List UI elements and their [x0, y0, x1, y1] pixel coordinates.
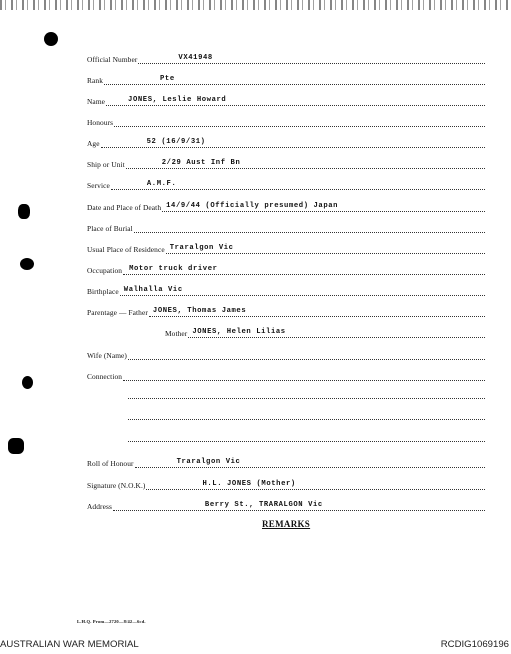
occupation-line [123, 265, 485, 275]
row-official-number [87, 50, 485, 64]
date-place-death-label: Date and Place of Death [87, 203, 162, 212]
roll-of-honour-line [135, 458, 485, 468]
usual-residence-label: Usual Place of Residence [87, 245, 165, 254]
address-value: Berry St., TRARALGON Vic [204, 501, 323, 509]
form-number: L.H.Q. Prom—2720—8/42—6cd. [77, 619, 146, 624]
service-label: Service [87, 181, 110, 190]
name-label: Name [87, 97, 106, 106]
address-line [113, 501, 485, 511]
row-roll-of-honour [87, 454, 485, 468]
row-signature-nok [87, 476, 485, 490]
row-mother [165, 324, 485, 338]
signature-nok-value: H.L. JONES (Mother) [202, 480, 296, 488]
row-address [87, 497, 485, 511]
occupation-label: Occupation [87, 266, 123, 275]
official-number-line [138, 54, 485, 64]
row-date-place-death [87, 198, 485, 212]
row-service [87, 176, 485, 190]
punch-hole-5 [8, 438, 24, 454]
service-value: A.M.F. [146, 180, 177, 188]
row-occupation [87, 261, 485, 275]
rank-line [104, 75, 485, 85]
parentage-father-line [149, 307, 485, 317]
row-name [87, 92, 485, 106]
signature-nok-line [146, 480, 485, 490]
official-number-value: VX41948 [178, 54, 213, 62]
age-line [101, 138, 485, 148]
punch-hole-2 [18, 204, 30, 219]
birthplace-value: Walhalla Vic [123, 286, 183, 294]
connection-line-2 [128, 397, 485, 399]
footer-record-id: RCDIG1069196 [440, 639, 509, 650]
mother-value: JONES, Helen Lilias [192, 328, 286, 336]
mother-label: Mother [165, 329, 188, 338]
signature-nok-label: Signature (N.O.K.) [87, 481, 146, 490]
parentage-father-label: Parentage — Father [87, 308, 148, 317]
row-honours [87, 113, 485, 127]
honours-line [114, 117, 485, 127]
row-usual-residence [87, 240, 485, 254]
birthplace-label: Birthplace [87, 287, 119, 296]
rank-label: Rank [87, 76, 104, 85]
usual-residence-line [166, 244, 485, 254]
roll-of-honour-label: Roll of Honour [87, 459, 134, 468]
ship-or-unit-line [126, 159, 485, 169]
ship-or-unit-value: 2/29 Aust Inf Bn [161, 159, 241, 167]
date-place-death-line [162, 202, 485, 212]
ship-or-unit-label: Ship or Unit [87, 160, 125, 169]
official-number-label: Official Number [87, 55, 138, 64]
row-age [87, 134, 485, 148]
punch-hole-1 [44, 32, 58, 46]
row-place-of-burial [87, 219, 485, 233]
mother-line [188, 328, 485, 338]
punch-hole-4 [22, 376, 33, 389]
connection-line [123, 371, 485, 381]
name-line [106, 96, 485, 106]
occupation-value: Motor truck driver [129, 265, 218, 273]
service-line [111, 180, 485, 190]
wife-name-label: Wife (Name) [87, 351, 127, 360]
date-place-death-value: 14/9/44 (Officially presumed) Japan [166, 202, 339, 210]
honours-label: Honours [87, 118, 114, 127]
connection-line-4 [128, 440, 485, 442]
roll-of-honour-value: Traralgon Vic [176, 458, 241, 466]
footer-archive-name: AUSTRALIAN WAR MEMORIAL [0, 639, 139, 650]
punch-hole-3 [20, 258, 34, 270]
row-connection [87, 367, 485, 381]
row-parentage-father [87, 303, 485, 317]
usual-residence-value: Traralgon Vic [169, 244, 234, 252]
connection-label: Connection [87, 372, 123, 381]
wife-name-line [128, 350, 485, 360]
rank-value: Pte [160, 75, 175, 83]
row-birthplace [87, 282, 485, 296]
row-ship-or-unit [87, 155, 485, 169]
remarks-heading: REMARKS [262, 519, 311, 529]
age-label: Age [87, 139, 100, 148]
row-wife-name [87, 346, 485, 360]
birthplace-line [120, 286, 485, 296]
scanned-top-edge [0, 0, 511, 10]
parentage-father-value: JONES, Thomas James [152, 307, 247, 315]
place-of-burial-line [134, 223, 485, 233]
place-of-burial-label: Place of Burial [87, 224, 133, 233]
name-value: JONES, Leslie Howard [128, 96, 227, 104]
age-value: 52 (16/9/31) [146, 138, 206, 146]
row-rank [87, 71, 485, 85]
address-label: Address [87, 502, 112, 511]
connection-line-3 [128, 418, 485, 420]
